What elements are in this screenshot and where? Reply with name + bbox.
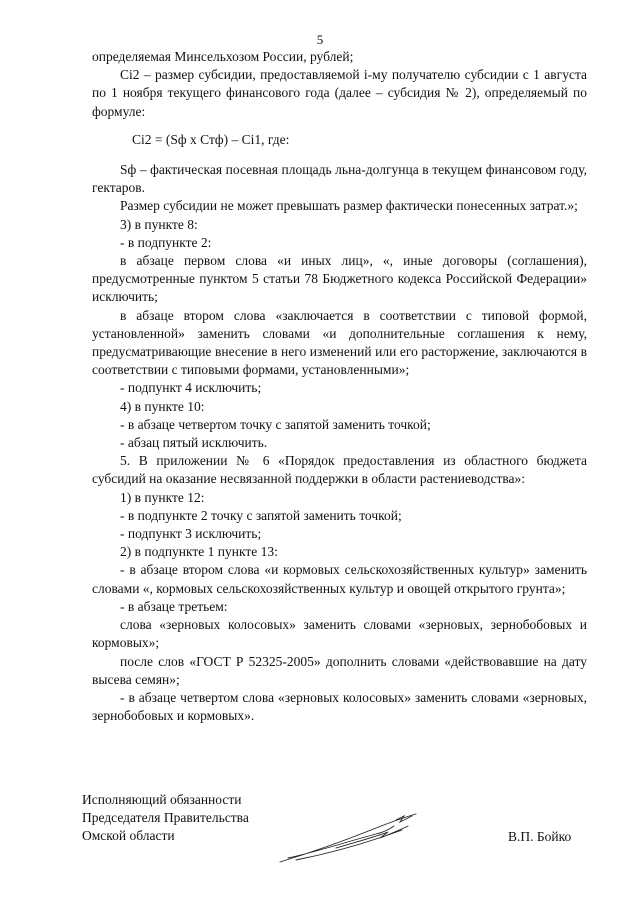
paragraph: определяемая Минсельхозом России, рублей; — [92, 49, 354, 64]
paragraph: Sф – фактическая посевная площадь льна-долгунца в текущем финансовом году, гектаров. — [92, 162, 587, 196]
paragraph: слова «зерновых колосовых» заменить словами «зерновых, зернобобовых и кормовых»; — [92, 617, 587, 651]
signatory-line: Исполняющий обязанности — [82, 792, 242, 807]
paragraph: после слов «ГОСТ Р 52325-2005» дополнить словами «действовавшие на дату высева семян»; — [92, 653, 587, 687]
document-body — [92, 48, 587, 725]
paragraph: - подпункт 4 исключить; — [120, 380, 262, 396]
paragraph: в абзаце первом слова «и иных лиц», «, иные договоры (соглашения), предусмотренные пунктом 5 статьи 78 Бюджетного кодекса Российской Федерации» исключить; — [92, 253, 587, 305]
page-number: 5 — [316, 32, 324, 47]
paragraph: 1) в пункте 12: — [120, 489, 205, 505]
paragraph: 3) в пункте 8: — [120, 216, 198, 232]
signatory-title — [82, 791, 249, 845]
signatory-line: Председателя Правительства — [82, 810, 249, 825]
paragraph: - в абзаце втором слова «и кормовых сельскохозяйственных культур» заменить словами «, кормовых сельскохозяйственных культур и овощей открытого грунта»; — [92, 562, 587, 596]
formula: Ci2 = (Sф x Стф) – Ci1, где: — [132, 131, 290, 147]
paragraph: - в абзаце четвертом слова «зерновых колосовых» заменить словами «зерновых, зернобобовых и кормовых». — [92, 689, 587, 724]
paragraph: - абзац пятый исключить. — [120, 435, 268, 451]
paragraph: Размер субсидии не может превышать размер фактически понесенных затрат.»; — [120, 198, 578, 214]
paragraph: 5. В приложении № 6 «Порядок предоставления из областного бюджета субсидий на оказание несвязанной поддержки в области растениеводства»: — [92, 453, 587, 487]
paragraph: - подпункт 3 исключить; — [120, 526, 262, 542]
paragraph: 4) в пункте 10: — [120, 398, 205, 414]
paragraph: - в подпункте 2: — [120, 234, 212, 250]
paragraph: Ci2 – размер субсидии, предоставляемой i-му получателю субсидии с 1 августа по 1 ноября текущего финансового года (далее – субсидия № 2), определяемый по формуле: — [92, 67, 587, 119]
paragraph: 2) в подпункте 1 пункте 13: — [120, 544, 278, 560]
paragraph: - в абзаце третьем: — [120, 598, 228, 614]
paragraph: - в абзаце четвертом точку с запятой заменить точкой; — [120, 416, 431, 432]
paragraph: в абзаце втором слова «заключается в соответствии с типовой формой, установленной» заменить словами «и дополнительные соглашения к нему, предусматривающие внесение в него изменений или его расторжение, заключаются в соответствии с типовыми формами, установленными»; — [92, 307, 587, 378]
paragraph: - в подпункте 2 точку с запятой заменить точкой; — [120, 507, 402, 523]
signatory-line: Омской области — [82, 828, 175, 843]
handwritten-signature — [276, 808, 426, 868]
signatory-name: В.П. Бойко — [508, 829, 572, 844]
